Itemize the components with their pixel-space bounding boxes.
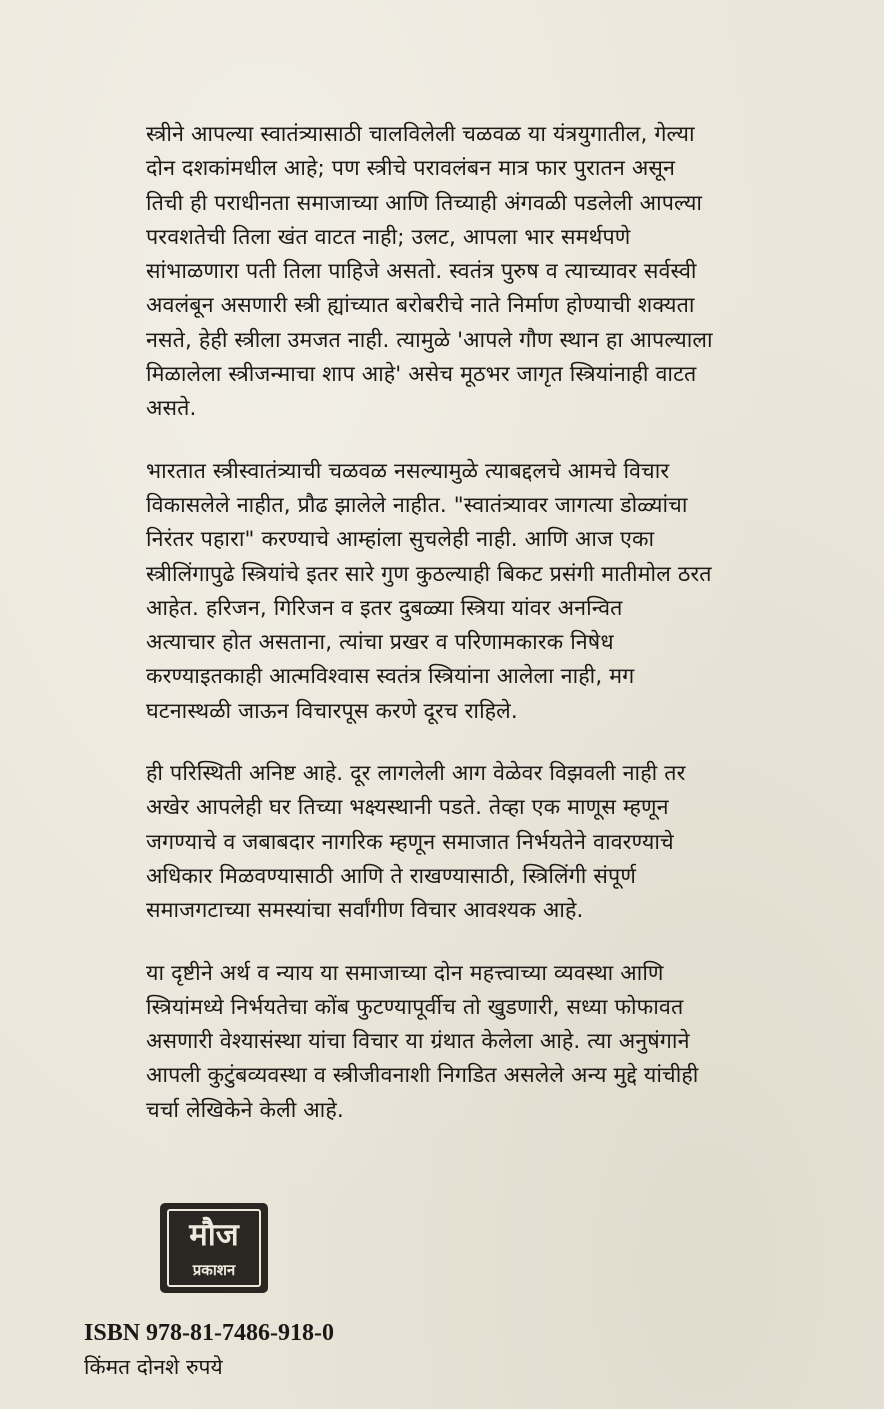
text-line: तिची ही पराधीनता समाजाच्या आणि तिच्याही अंगवळी पडलेली आपल्या	[146, 190, 703, 216]
text-line: भारतात स्त्रीस्वातंत्र्याची चळवळ नसल्यामुळे त्याबद्दलचे आमचे विचार	[146, 458, 670, 484]
publisher-logo-inner	[167, 1209, 261, 1287]
text-line: आपली कुटुंबव्यवस्था व स्त्रीजीवनाशी निगडित असलेले अन्य मुद्दे यांचीही	[146, 1063, 699, 1089]
text-line: विकासलेले नाहीत, प्रौढ झालेले नाहीत. "स्वातंत्र्यावर जागत्या डोळ्यांचा	[146, 492, 688, 518]
price-label: किंमत दोनशे रुपये	[84, 1355, 223, 1379]
text-line: अत्याचार होत असताना, त्यांचा प्रखर व परिणामकारक निषेध	[146, 630, 614, 656]
text-line: अवलंबून असणारी स्त्री ह्यांच्यात बरोबरीचे नाते निर्माण होण्याची शक्यता	[146, 293, 695, 319]
text-line: निरंतर पहारा" करण्याचे आम्हांला सुचलेही नाही. आणि आज एका	[146, 527, 655, 553]
text-line: घटनास्थळी जाऊन विचारपूस करणे दूरच राहिले.	[146, 698, 518, 724]
text-line: असणारी वेश्यासंस्था यांचा विचार या ग्रंथात केलेला आहे. त्या अनुषंगाने	[146, 1029, 690, 1055]
text-line: ही परिस्थिती अनिष्ट आहे. दूर लागलेली आग वेळेवर विझवली नाही तर	[146, 761, 686, 787]
text-line: या दृष्टीने अर्थ व न्याय या समाजाच्या दोन महत्त्वाच्या व्यवस्था आणि	[146, 960, 664, 986]
text-line: समाजगटाच्या समस्यांचा सर्वांगीण विचार आवश्यक आहे.	[146, 898, 584, 924]
text-line: स्त्रीने आपल्या स्वातंत्र्यासाठी चालविलेली चळवळ या यंत्रयुगातील, गेल्या	[146, 122, 695, 147]
text-line: सांभाळणारा पती तिला पाहिजे असतो. स्वतंत्र पुरुष व त्याच्यावर सर्वस्वी	[146, 259, 697, 285]
text-line: चर्चा लेखिकेने केली आहे.	[146, 1097, 344, 1123]
blurb-paragraph-1	[146, 118, 812, 427]
blurb-paragraph-2	[146, 455, 812, 729]
publisher-logo-frame	[160, 1203, 268, 1293]
text-line: आहेत. हरिजन, गिरिजन व इतर दुबळ्या स्त्रिया यांवर अनन्वित	[146, 595, 623, 621]
blurb-paragraph-4	[146, 957, 812, 1128]
blurb-text	[146, 118, 812, 1156]
text-line: करण्याइतकाही आत्मविश्वास स्वतंत्र स्त्रियांना आलेला नाही, मग	[146, 664, 635, 690]
publisher-logo-stamp-icon	[160, 1203, 268, 1293]
publisher-logo-sub: प्रकाशन	[192, 1261, 236, 1279]
text-line: अखेर आपलेही घर तिच्या भक्ष्यस्थानी पडते. तेव्हा एक माणूस म्हणून	[146, 795, 669, 821]
publisher-logo-name: मौज	[189, 1217, 239, 1253]
isbn-number: ISBN 978-81-7486-918-0	[84, 1320, 334, 1346]
text-line: स्त्रीलिंगापुढे स्त्रियांचे इतर सारे गुण कुठल्याही बिकट प्रसंगी मातीमोल ठरत	[146, 561, 712, 587]
text-line: परवशतेची तिला खंत वाटत नाही; उलट, आपला भार समर्थपणे	[146, 224, 631, 250]
text-line: स्त्रियांमध्ये निर्भयतेचा कोंब फुटण्यापूर्वीच तो खुडणारी, सध्या फोफावत	[146, 994, 684, 1020]
blurb-paragraph-3	[146, 757, 812, 928]
text-line: नसते, हेही स्त्रीला उमजत नाही. त्यामुळे 'आपले गौण स्थान हा आपल्याला	[146, 327, 713, 353]
text-line: दोन दशकांमधील आहे; पण स्त्रीचे परावलंबन मात्र फार पुरातन असून	[146, 156, 676, 182]
text-line: अधिकार मिळवण्यासाठी आणि ते राखण्यासाठी, स्त्रिलिंगी संपूर्ण	[146, 863, 636, 889]
text-line: मिळालेला स्त्रीजन्माचा शाप आहे' असेच मूठभर जागृत स्त्रियांनाही वाटत	[146, 362, 697, 388]
text-line: जगण्याचे व जबाबदार नागरिक म्हणून समाजात निर्भयतेने वावरण्याचे	[146, 829, 674, 855]
text-line: असते.	[146, 396, 197, 422]
